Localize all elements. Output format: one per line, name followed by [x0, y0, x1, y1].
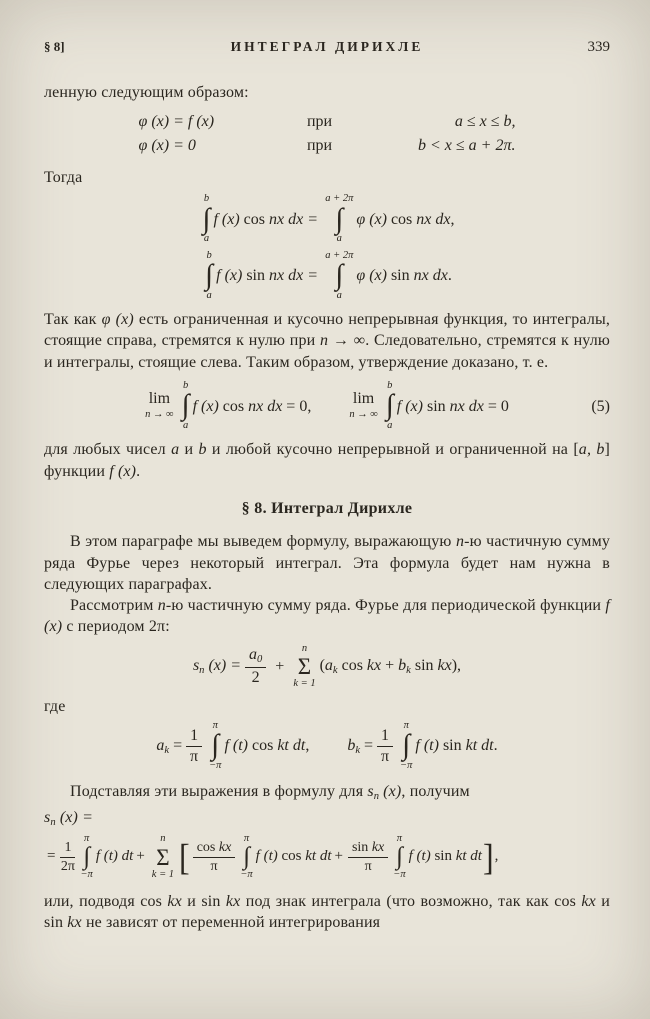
integral-sign — [240, 834, 252, 881]
fraction-denominator: 2 — [251, 669, 260, 687]
paragraph-substituting: Подставляя эти выражения в формулу для sn (x), получим — [70, 783, 470, 803]
equation-integral-cos — [44, 194, 610, 245]
integral-glyph: ∫ — [385, 389, 394, 422]
integral-sign — [209, 721, 221, 772]
fraction — [245, 646, 266, 687]
fraction-numerator: 1 — [377, 727, 393, 747]
integral-glyph: ∫ — [205, 259, 214, 292]
integrand: f (t) dt — [95, 848, 134, 865]
paragraph-gde: где — [44, 697, 66, 715]
equals-sign: = — [308, 210, 318, 228]
paragraph-for-any-numbers: для любых чисел a и b и любой кусочно непрерывной и ограниченной на [a, b] функции f (x). — [44, 441, 611, 480]
integral-lower-limit: −π — [400, 759, 413, 771]
plus-sign: + — [334, 848, 343, 865]
integrand-left: f (x) cos nx dx — [213, 210, 304, 228]
sigma-glyph: Σ — [156, 844, 170, 870]
integrand: f (t) sin kt dt. — [415, 737, 498, 755]
integral-glyph: ∫ — [211, 729, 220, 762]
summation-sign — [152, 834, 174, 880]
integrand-right: φ (x) cos nx dx, — [356, 210, 455, 228]
summation-sign — [293, 644, 315, 690]
limit-body: f (x) cos nx dx = 0, — [192, 397, 312, 415]
sn-equals-line: sn (x) = — [44, 808, 94, 828]
integral-glyph: ∫ — [83, 843, 91, 871]
integral-glyph: ∫ — [202, 202, 211, 235]
page-header — [44, 38, 610, 58]
condition-word: при — [306, 113, 333, 131]
integrand: f (t) cos kt dt, — [224, 737, 310, 755]
trailing-comma: , — [494, 848, 499, 865]
fraction-denominator: π — [210, 858, 218, 874]
coefficient-a-lhs: ak = — [156, 736, 183, 756]
integral-sign — [203, 194, 211, 245]
section-marker: § 8] — [44, 39, 65, 54]
fraction-numerator: 1 — [60, 840, 75, 858]
limit-operator — [349, 391, 378, 421]
lim-word: lim — [148, 390, 171, 408]
sum-upper-limit: n — [160, 833, 166, 845]
integral-upper-limit: b — [387, 379, 393, 391]
integral-lower-limit: a — [206, 289, 212, 301]
integral-glyph: ∫ — [335, 202, 344, 235]
fraction-numerator: cos kx — [193, 840, 236, 858]
equation-5 — [44, 381, 610, 432]
lim-word: lim — [352, 390, 375, 408]
page-number: 339 — [587, 39, 610, 55]
equation-integral-sin — [44, 251, 610, 302]
integral-glyph: ∫ — [335, 259, 344, 292]
equation-number: (5) — [591, 397, 610, 415]
fraction — [348, 840, 388, 874]
limit-body: f (x) sin nx dx = 0 — [396, 397, 509, 415]
paragraph-intro: В этом параграфе мы выведем формулу, выражающую n-ю частичную сумму ряда Фурье через некоторый интеграл. Эта формула будет нам нужна в следующих параграфах. — [44, 533, 611, 593]
plus-sign: + — [275, 657, 285, 675]
fraction — [377, 727, 393, 766]
fraction-denominator: π — [364, 858, 372, 874]
integral-sign — [393, 834, 405, 881]
integral-sign — [80, 834, 92, 881]
sum-upper-limit: n — [301, 642, 308, 654]
integral-lower-limit: −π — [80, 869, 93, 881]
plus-sign: + — [136, 848, 145, 865]
lim-subscript: n → ∞ — [145, 409, 174, 421]
integral-lower-limit: −π — [209, 759, 222, 771]
section-heading: § 8. Интеграл Дирихле — [241, 499, 413, 517]
equation-substituted-sum — [44, 834, 610, 881]
right-bracket: ] — [482, 836, 494, 878]
equation-fourier-coefficients — [44, 721, 610, 772]
integral-glyph: ∫ — [396, 843, 403, 871]
formula-range: a ≤ x ≤ b, — [454, 113, 516, 131]
integral-sign — [325, 194, 353, 245]
equals-sign: = — [308, 267, 318, 285]
integral-lower-limit: a — [182, 419, 189, 431]
sum-lower-limit: k = 1 — [293, 678, 316, 690]
integral-lower-limit: a — [336, 233, 342, 245]
integral-sign — [325, 251, 353, 302]
integrand: f (t) sin kt dt — [408, 848, 482, 865]
integral-upper-limit: π — [212, 719, 218, 731]
paragraph-togda: Тогда — [44, 168, 83, 186]
paragraph-closing: или, подводя cos kx и sin kx под знак интеграла (что возможно, так как cos kx и sin kx не зависят от переменной интегрирования — [44, 892, 610, 931]
integral-lower-limit: a — [336, 289, 342, 301]
integral-lower-limit: a — [203, 233, 210, 245]
paragraph-bounded-function: Так как φ (x) есть ограниченная и кусочно непрерывная функция, то интегралы, стоящие справа, стремятся к нулю при n → ∞. Следовательно, стремятся к нулю и интегралы, стоящие слева. Таким образом, утверждение доказано, т. е. — [44, 311, 611, 371]
integral-upper-limit: a + 2π — [325, 249, 354, 261]
formula-lhs: φ (x) = f (x) — [138, 113, 215, 131]
formula-tail: (ak cos kx + bk sin kx), — [319, 656, 462, 677]
integral-upper-limit: π — [396, 832, 403, 844]
sigma-glyph: Σ — [297, 654, 312, 680]
integral-glyph: ∫ — [243, 843, 250, 871]
integral-upper-limit: b — [203, 193, 210, 204]
lim-subscript: n → ∞ — [349, 409, 378, 421]
paragraph-consider: Рассмотрим n-ю частичную сумму ряда. Фурье для периодической функции f (x) с периодом 2π: — [44, 597, 610, 636]
coefficient-b-lhs: bk = — [347, 736, 374, 756]
limit-operator — [145, 391, 174, 421]
integral-lower-limit: −π — [393, 869, 406, 881]
fraction — [193, 840, 236, 874]
fraction — [60, 840, 75, 874]
paragraph-continuation: ленную следующим образом: — [44, 83, 249, 101]
integral-sign — [182, 381, 190, 432]
formula-range: b < x ≤ a + 2π. — [418, 137, 516, 155]
fraction-numerator: a0 — [245, 646, 266, 668]
integral-lower-limit: −π — [240, 869, 253, 881]
integral-upper-limit: a + 2π — [325, 193, 354, 204]
integral-lower-limit: a — [387, 419, 393, 431]
fraction-denominator: 2π — [60, 858, 75, 874]
integral-upper-limit: b — [182, 379, 189, 391]
integral-upper-limit: π — [243, 832, 250, 844]
integral-upper-limit: b — [206, 249, 212, 261]
integral-sign — [386, 381, 394, 432]
integral-upper-limit: π — [84, 832, 90, 844]
formula-lhs: φ (x) = 0 — [138, 137, 196, 155]
fraction-denominator: π — [190, 747, 199, 765]
formula-lhs: sn (x) = — [192, 656, 242, 677]
equation-phi-definition — [44, 111, 610, 157]
fraction — [186, 727, 202, 766]
fraction-numerator: sin kx — [348, 840, 388, 858]
equation-row — [139, 135, 516, 156]
integral-glyph: ∫ — [181, 389, 190, 422]
equals-sign: = — [47, 848, 56, 865]
integrand-right: φ (x) sin nx dx. — [356, 267, 452, 285]
fraction-numerator: 1 — [186, 727, 202, 747]
integrand: f (t) cos kt dt — [255, 848, 332, 865]
integrand-left: f (x) sin nx dx — [216, 267, 304, 285]
equation-partial-sum — [44, 644, 610, 690]
integral-sign — [205, 251, 213, 302]
equation-row — [139, 111, 516, 132]
integral-sign — [400, 721, 412, 772]
integral-glyph: ∫ — [402, 729, 411, 762]
fraction-denominator: π — [381, 747, 390, 765]
integral-upper-limit: π — [403, 719, 409, 731]
condition-word: при — [306, 137, 333, 155]
sum-lower-limit: k = 1 — [151, 868, 175, 880]
running-title: ИНТЕГРАЛ ДИРИХЛЕ — [230, 39, 424, 54]
left-bracket: [ — [179, 836, 190, 878]
